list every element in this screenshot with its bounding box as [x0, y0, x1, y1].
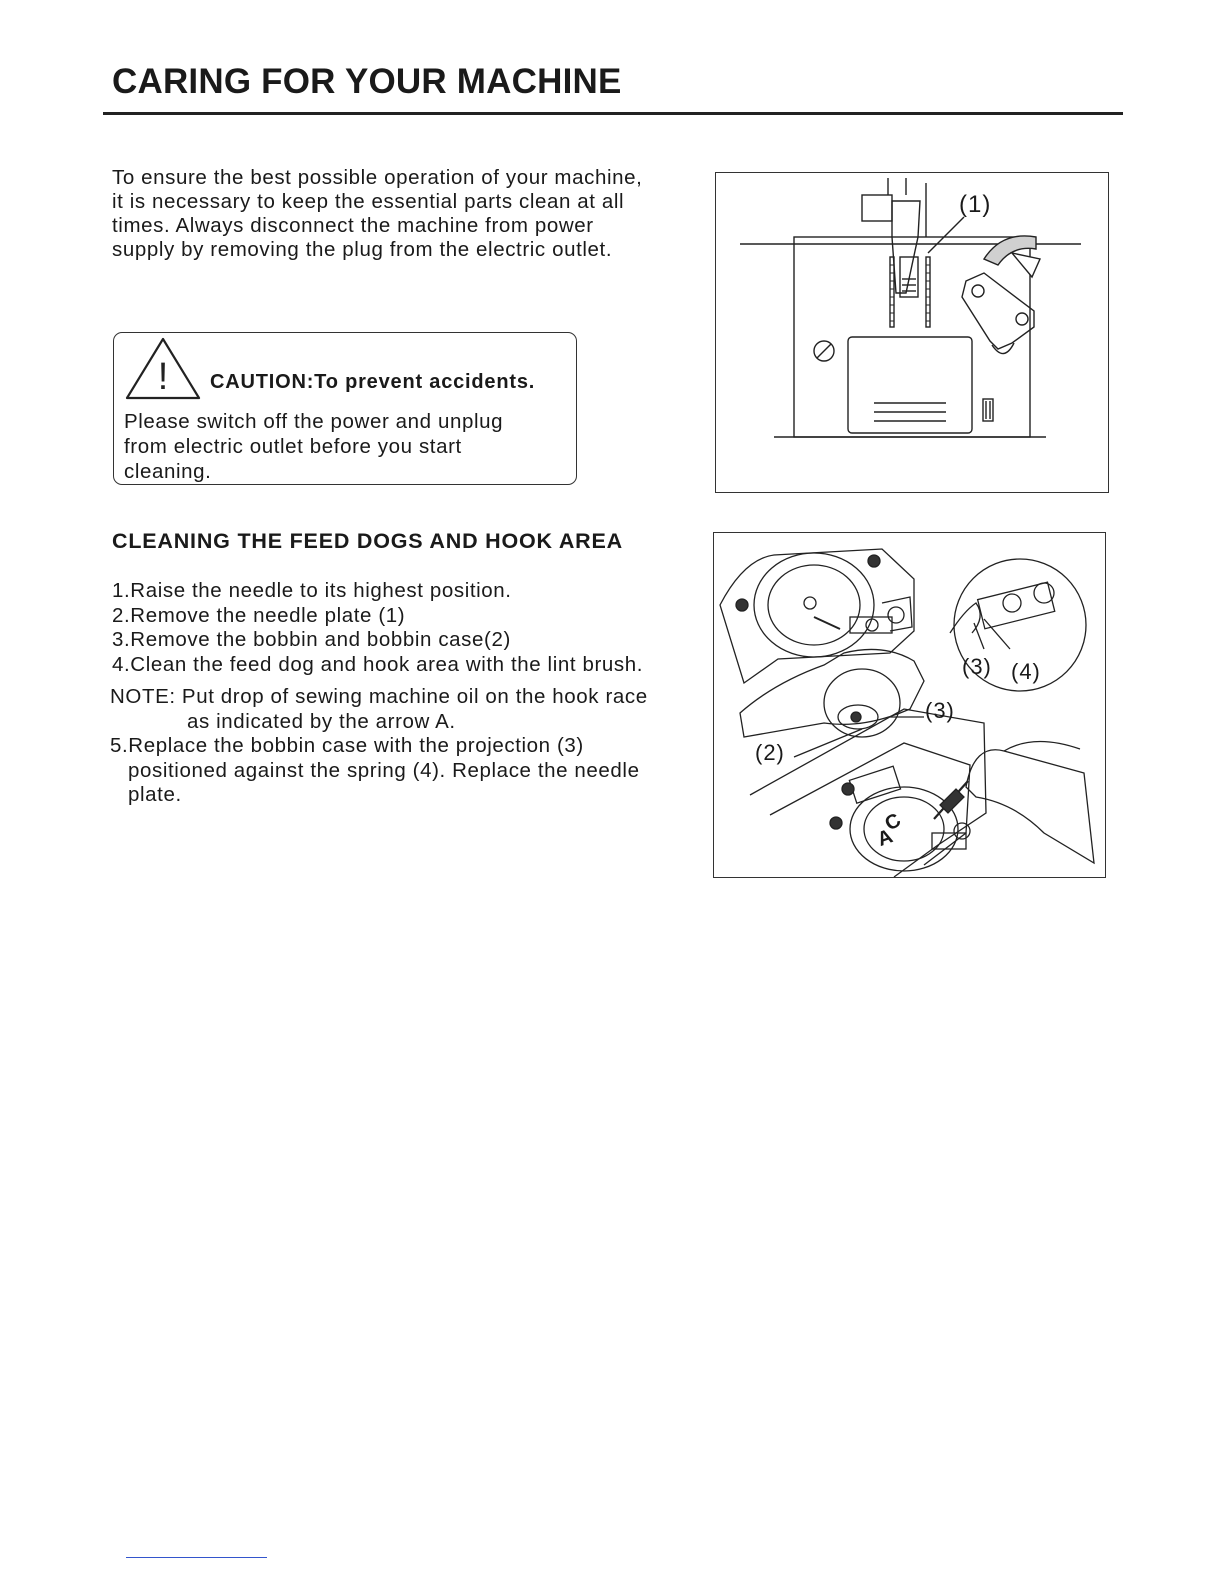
step-item: 3.Remove the bobbin and bobbin case(2): [112, 628, 511, 651]
note-line: NOTE: Put drop of sewing machine oil on the hook race: [110, 685, 648, 708]
callout-needle-plate: (1): [959, 191, 992, 218]
caution-line: cleaning.: [124, 460, 212, 483]
footer-rule: [126, 1557, 267, 1558]
callout-spring: (4): [1011, 659, 1041, 684]
title-divider: [103, 112, 1123, 115]
caution-line: Please switch off the power and unplug: [124, 410, 504, 433]
step-item: 2.Remove the needle plate (1): [112, 603, 406, 627]
cleaning-steps: [112, 579, 643, 677]
section-heading: CLEANING THE FEED DOGS AND HOOK AREA: [112, 529, 623, 553]
caution-body: [124, 409, 503, 484]
callout-projection-magnified: (3): [962, 654, 992, 679]
hook-area-figure: [713, 532, 1106, 878]
page-title: CARING FOR YOUR MACHINE: [112, 62, 622, 101]
hook-area-illustration: [714, 533, 1107, 879]
intro-line: times. Always disconnect the machine from power: [112, 214, 594, 237]
hook-race-arrow-a: A: [874, 825, 897, 852]
intro-paragraph: [112, 166, 702, 262]
note-line: as indicated by the arrow A.: [187, 709, 456, 733]
warning-mark: !: [157, 356, 169, 398]
intro-line: it is necessary to keep the essential parts clean at all: [112, 190, 625, 213]
needle-plate-illustration: [716, 173, 1110, 494]
intro-line: supply by removing the plug from the electric outlet.: [112, 238, 613, 261]
caution-heading: CAUTION:To prevent accidents.: [210, 371, 536, 393]
warning-triangle-icon: [123, 336, 203, 402]
step-item: plate.: [128, 783, 182, 806]
caution-line: from electric outlet before you start: [124, 435, 462, 458]
note-block: [110, 685, 648, 808]
step-item: positioned against the spring (4). Replace the needle: [128, 758, 640, 782]
needle-plate-figure: [715, 172, 1109, 493]
step-item: 1.Raise the needle to its highest position.: [112, 579, 512, 602]
hook-race-label-c: C: [881, 808, 906, 836]
intro-line: To ensure the best possible operation of your machine,: [112, 166, 643, 189]
step-item: 5.Replace the bobbin case with the projection (3): [110, 734, 584, 757]
step-item: 4.Clean the feed dog and hook area with the lint brush.: [112, 652, 644, 676]
callout-bobbin-case: (2): [755, 740, 785, 765]
callout-projection: (3): [925, 698, 955, 723]
caution-box: [113, 332, 577, 485]
